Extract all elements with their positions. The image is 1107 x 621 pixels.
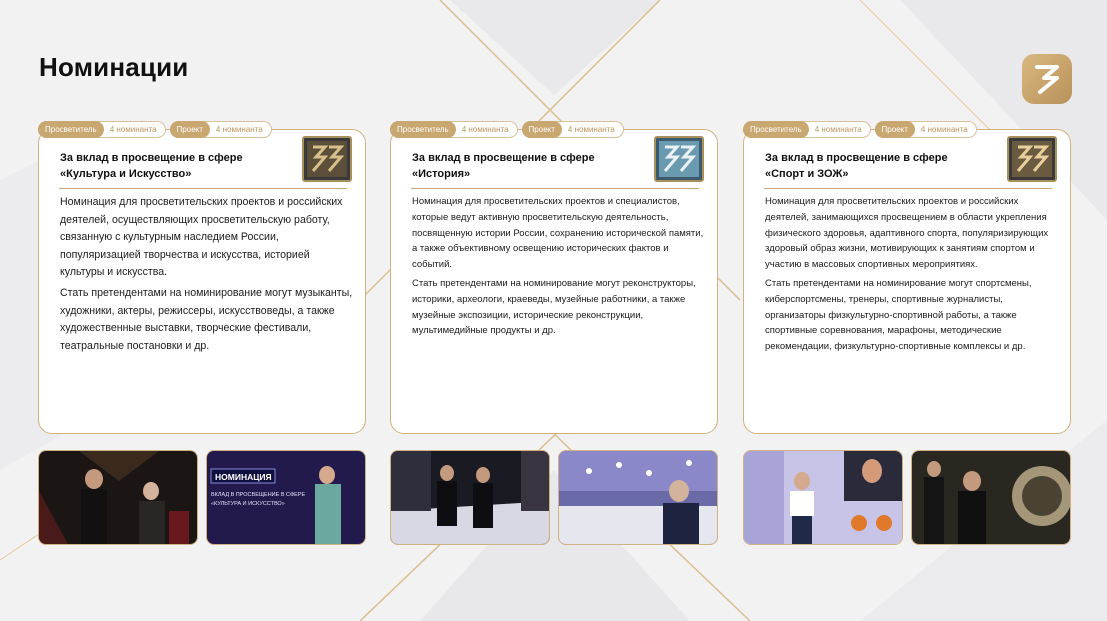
event-photo bbox=[390, 450, 550, 545]
divider bbox=[764, 188, 1052, 189]
tag-label: Проект bbox=[170, 121, 210, 138]
description-paragraph: Стать претендентами на номинирование могут музыканты, художники, актеры, режиссеры, искусствоведы, а также художественные выставки, творческие фестивали, театральные постановки и др. bbox=[60, 286, 353, 352]
nomination-card bbox=[390, 129, 718, 434]
award-badge-icon bbox=[1002, 133, 1062, 185]
award-badge-icon bbox=[297, 133, 357, 185]
photo-caption: НОМИНАЦИЯ bbox=[215, 472, 272, 482]
award-badge-icon bbox=[649, 133, 709, 185]
tag-project bbox=[522, 121, 624, 138]
photo-subcaption: «КУЛЬТУРА И ИСКУССТВО» bbox=[211, 501, 285, 507]
tag-enlightener bbox=[390, 121, 518, 138]
card-description bbox=[412, 194, 706, 342]
event-photo bbox=[206, 450, 366, 545]
card-title-line: За вклад в просвещение в сфере bbox=[765, 152, 948, 164]
card-title-line: «История» bbox=[412, 168, 471, 180]
tag-value: 4 номинанта bbox=[814, 124, 862, 134]
tag-value: 4 номинанта bbox=[920, 124, 968, 134]
tag-project bbox=[170, 121, 272, 138]
card-title-line: За вклад в просвещение в сфере bbox=[412, 152, 595, 164]
card-title bbox=[765, 150, 1005, 182]
nominee-tags bbox=[390, 120, 628, 138]
description-paragraph: Номинация для просветительских проектов и специалистов, которые ведут активную просветительскую деятельность, посвященную истории России, сохранению исторической памяти, а также объективному освещению исторических фактов и событий. bbox=[412, 196, 704, 271]
tag-value: 4 номинанта bbox=[461, 124, 509, 134]
nominee-tags bbox=[38, 120, 276, 138]
description-paragraph: Номинация для просветительских проектов и российских деятелей, занимающихся просвещением в области укрепления физического здоровья, адаптивного спорта, популяризирующих здоровый образ жизни, мотивирующих к занятиям спортом и участию в массовых спортивных мероприятиях. bbox=[765, 196, 1049, 271]
tag-label: Просветитель bbox=[743, 121, 809, 138]
divider bbox=[411, 188, 699, 189]
tag-value: 4 номинанта bbox=[109, 124, 157, 134]
card-title bbox=[60, 150, 300, 182]
tag-label: Проект bbox=[522, 121, 562, 138]
description-paragraph: Стать претендентами на номинирование могут спортсмены, киберспортсмены, тренеры, спортивные журналисты, организаторы физкультурно-спортивной работы, а также спортивные соревнования, марафоны, методические рекомендации, физкультурно-спортивные комплексы и др. bbox=[765, 277, 1032, 353]
tag-enlightener bbox=[38, 121, 166, 138]
tag-project bbox=[875, 121, 977, 138]
tag-value: 4 номинанта bbox=[215, 124, 263, 134]
event-photo bbox=[743, 450, 903, 545]
tag-value: 4 номинанта bbox=[567, 124, 615, 134]
card-description bbox=[765, 194, 1059, 358]
card-title bbox=[412, 150, 652, 182]
card-title-line: За вклад в просвещение в сфере bbox=[60, 152, 243, 164]
photo-subcaption: ВКЛАД В ПРОСВЕЩЕНИЕ В СФЕРЕ bbox=[211, 492, 306, 498]
tag-label: Проект bbox=[875, 121, 915, 138]
card-title-line: «Спорт и ЗОЖ» bbox=[765, 168, 849, 180]
card-title-line: «Культура и Искусство» bbox=[60, 168, 192, 180]
tag-enlightener bbox=[743, 121, 871, 138]
nomination-card bbox=[743, 129, 1071, 434]
description-paragraph: Стать претендентами на номинирование могут реконструкторы, историки, археологи, краеведы, музейные работники, а также музейные экспозиции, исторические реконструкции, мультимедийные продукты и др. bbox=[412, 277, 696, 337]
event-photo bbox=[911, 450, 1071, 545]
nomination-card bbox=[38, 129, 366, 434]
page-title: Номинации bbox=[39, 52, 189, 82]
tag-label: Просветитель bbox=[38, 121, 104, 138]
logo-icon bbox=[1022, 54, 1072, 104]
card-description bbox=[60, 194, 354, 358]
event-photo bbox=[38, 450, 198, 545]
nominee-tags bbox=[743, 120, 981, 138]
divider bbox=[59, 188, 347, 189]
description-paragraph: Номинация для просветительских проектов и российских деятелей, осуществляющих просветительскую работу, связанную с культурным наследием России, популяризацией творчества и искусства, историей культуры и искусства. bbox=[60, 196, 343, 279]
tag-label: Просветитель bbox=[390, 121, 456, 138]
event-photo bbox=[558, 450, 718, 545]
